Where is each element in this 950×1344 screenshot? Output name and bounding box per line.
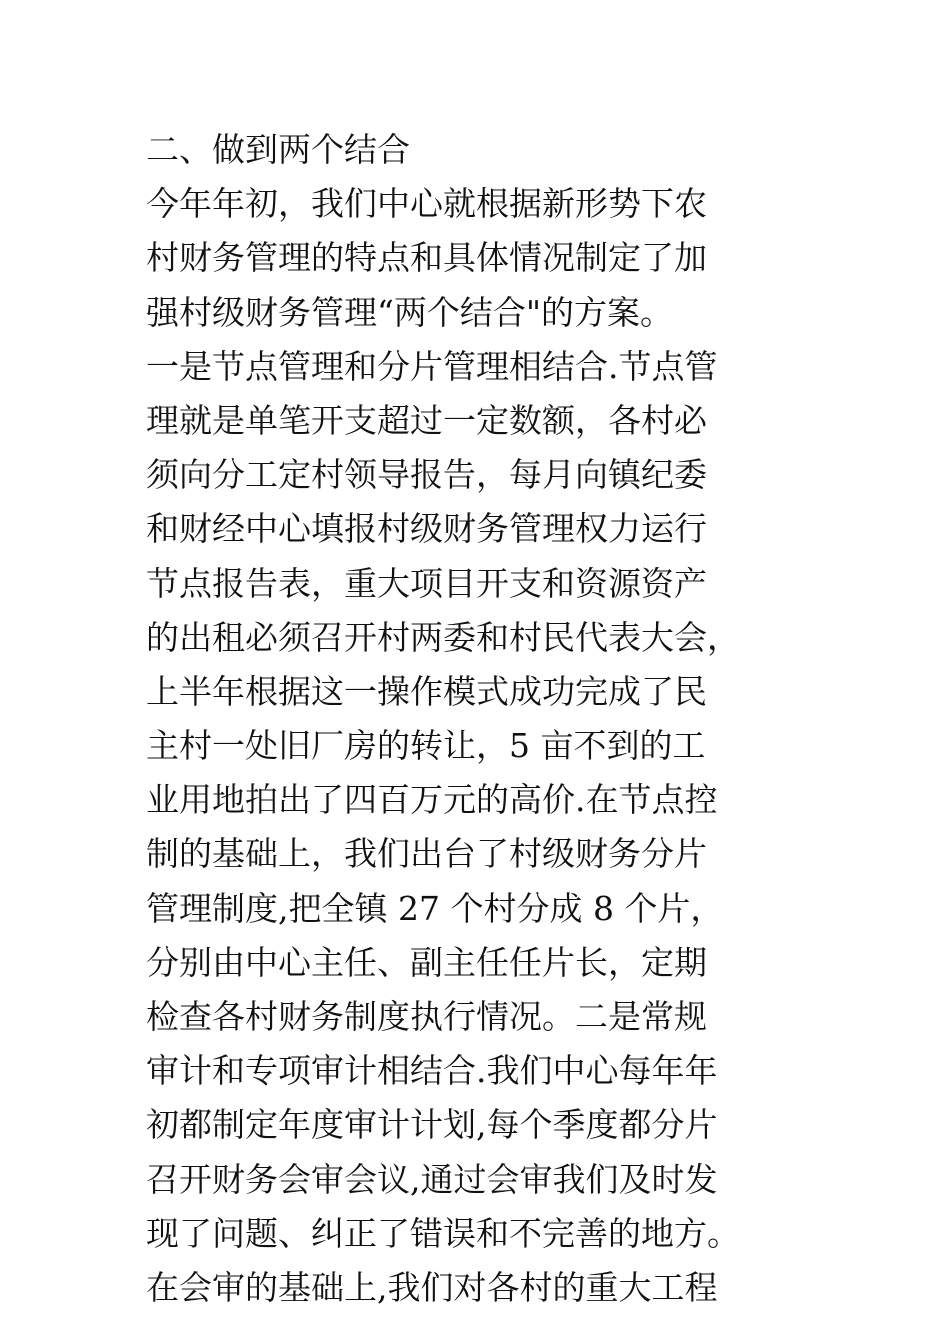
document-body (146, 123, 846, 1315)
body-line: 召开财务会审会议,通过会审我们及时发 (146, 1159, 718, 1199)
body-line: 须向分工定村领导报告，每月向镇纪委 (146, 455, 707, 495)
body-line: 村财务管理的特点和具体情况制定了加 (146, 238, 707, 278)
body-line: 一是节点管理和分片管理相结合.节点管 (146, 346, 718, 386)
body-line: 理就是单笔开支超过一定数额，各村必 (146, 400, 707, 440)
body-line: 和财经中心填报村级财务管理权力运行 (146, 509, 707, 549)
body-line: 强村级财务管理“两个结合"的方案。 (146, 292, 674, 332)
body-line: 制的基础上，我们出台了村级财务分片 (146, 834, 707, 874)
body-line: 管理制度,把全镇 27 个村分成 8 个片， (146, 888, 724, 928)
body-line: 检查各村财务制度执行情况。二是常规 (146, 997, 707, 1036)
body-line: 现了问题、纠正了错误和不完善的地方。 (146, 1213, 740, 1253)
body-line: 分别由中心主任、副主任任片长，定期 (146, 942, 707, 982)
body-line: 节点报告表，重大项目开支和资源资产 (146, 563, 707, 603)
body-line: 业用地拍出了四百万元的高价.在节点控 (146, 780, 718, 820)
body-line: 主村一处旧厂房的转让，5 亩不到的工 (146, 726, 706, 766)
section-heading: 二、做到两个结合 (146, 130, 410, 169)
body-line: 审计和专项审计相结合.我们中心每年年 (146, 1051, 718, 1091)
body-line: 在会审的基础上,我们对各村的重大工程 (146, 1267, 718, 1307)
body-line: 的出租必须召开村两委和村民代表大会， (146, 617, 740, 657)
body-line: 上半年根据这一操作模式成功完成了民 (146, 671, 707, 711)
body-line: 初都制定年度审计计划,每个季度都分片 (146, 1105, 718, 1145)
body-line: 今年年初，我们中心就根据新形势下农 (146, 184, 707, 224)
